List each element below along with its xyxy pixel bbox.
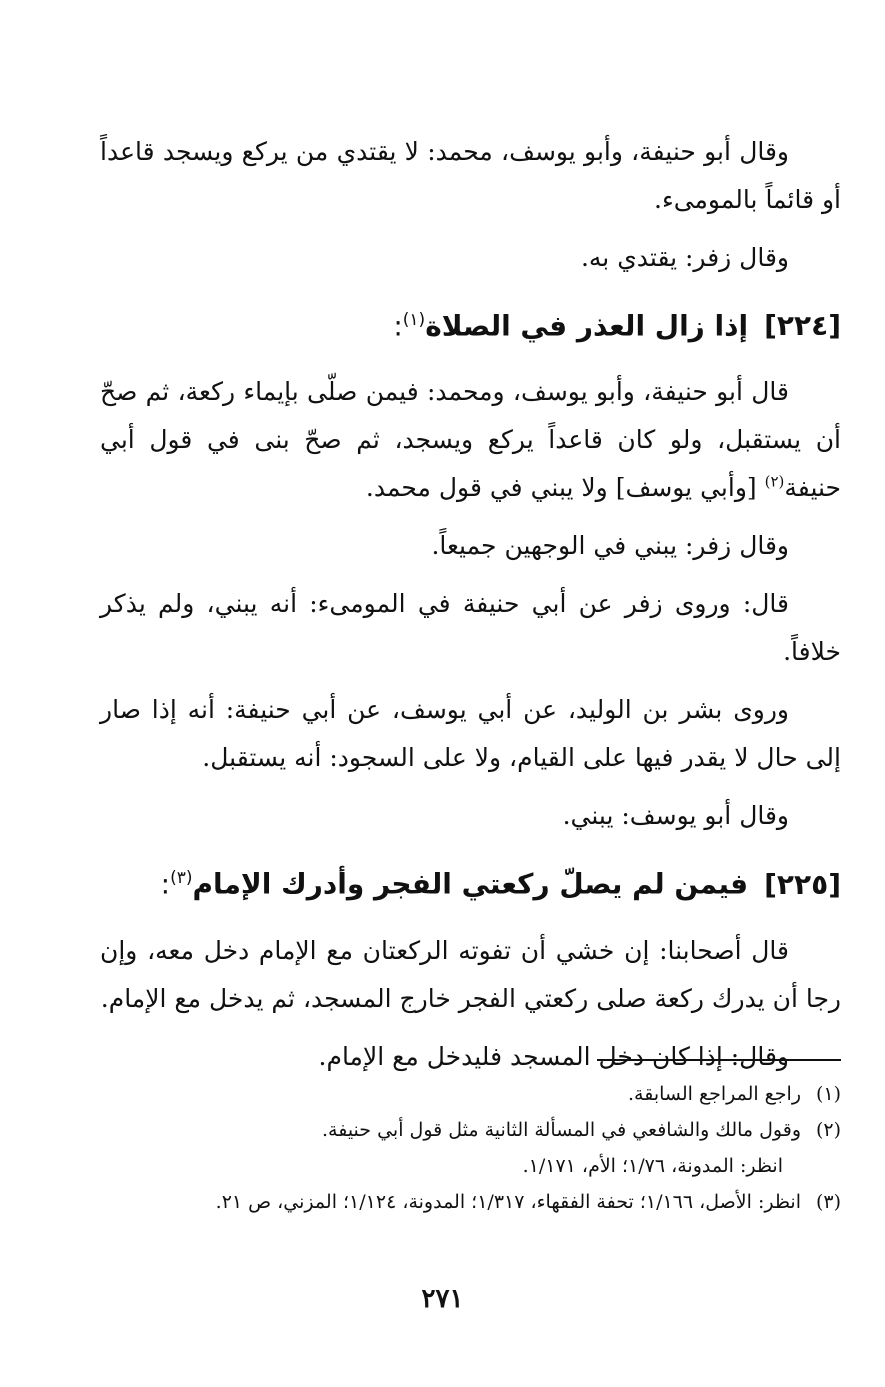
footnote-continuation: انظر: المدونة، ١/٧٦؛ الأم، ١/١٧١. (522, 1155, 783, 1177)
footnotes (100, 1076, 841, 1220)
main-text (100, 128, 841, 1091)
footnote-divider (597, 1059, 841, 1061)
footnote-mark: (٣) (815, 1191, 841, 1213)
section-title: إذا زال العذر في الصلاة (425, 309, 749, 343)
footnote-reference: (٣) (170, 868, 193, 889)
paragraph-text: [وأبي يوسف] ولا يبني في قول محمد. (365, 473, 757, 503)
footnote-reference: (١) (402, 310, 426, 330)
section-heading-225 (100, 854, 841, 908)
heading-colon: : (160, 867, 171, 901)
footnote-mark: (١) (815, 1083, 841, 1105)
paragraph: وقال أبو حنيفة، وأبو يوسف، محمد: لا يقتدي من يركع ويسجد قاعداً أو قائماً بالمومىء. (100, 137, 841, 214)
footnote-text: راجع المراجع السابقة. (628, 1083, 801, 1105)
paragraph: وقال زفر: يبني في الوجهين جميعاً. (431, 531, 789, 561)
footnote-mark: (٢) (815, 1119, 841, 1141)
section-number: [٢٢٥] (764, 867, 841, 901)
paragraph (100, 368, 841, 512)
paragraph: وقال أبو يوسف: يبني. (562, 801, 789, 831)
paragraph: وقال: إذا كان دخل المسجد فليدخل مع الإمام. (318, 1041, 789, 1071)
footnote-text: وقول مالك والشافعي في المسألة الثانية مثل قول أبي حنيفة. (321, 1119, 801, 1141)
section-number: [٢٢٤] (764, 309, 841, 343)
page-number: ٢٧١ (421, 1284, 464, 1314)
footnote-item (100, 1184, 841, 1220)
footnote-item (100, 1112, 841, 1148)
footnote-reference: (٢) (764, 473, 785, 491)
footnote-text: انظر: الأصل، ١/١٦٦؛ تحفة الفقهاء، ١/٣١٧؛ المدونة، ١/١٢٤؛ المزني، ص ٢١. (215, 1191, 801, 1213)
paragraph: وقال زفر: يقتدي به. (580, 243, 789, 272)
paragraph: قال: وروى زفر عن أبي حنيفة في المومىء: أنه يبني، ولم يذكر خلافاً. (100, 589, 841, 667)
heading-colon: : (393, 309, 403, 343)
paragraph: قال أصحابنا: إن خشي أن تفوته الركعتان مع الإمام دخل معه، وإن رجا أن يدرك ركعة صلى ركعتي الفجر خارج المسجد، ثم يدخل مع الإمام. (100, 935, 841, 1013)
footnote-item (100, 1076, 841, 1112)
section-title: فيمن لم يصلّ ركعتي الفجر وأدرك الإمام (192, 867, 749, 901)
paragraph-text: قال أبو حنيفة، وأبو يوسف، ومحمد: فيمن صلّى بإيماء ركعة، ثم صحّ أن يستقبل، ولو كان قاعداً يركع ويسجد، ثم صحّ بنى في قول أبي حنيفة (100, 377, 841, 503)
paragraph: وروى بشر بن الوليد، عن أبي يوسف، عن أبي حنيفة: أنه إذا صار إلى حال لا يقدر فيها على القيام، ولا على السجود: أنه يستقبل. (100, 695, 841, 773)
section-heading-224 (100, 296, 841, 350)
